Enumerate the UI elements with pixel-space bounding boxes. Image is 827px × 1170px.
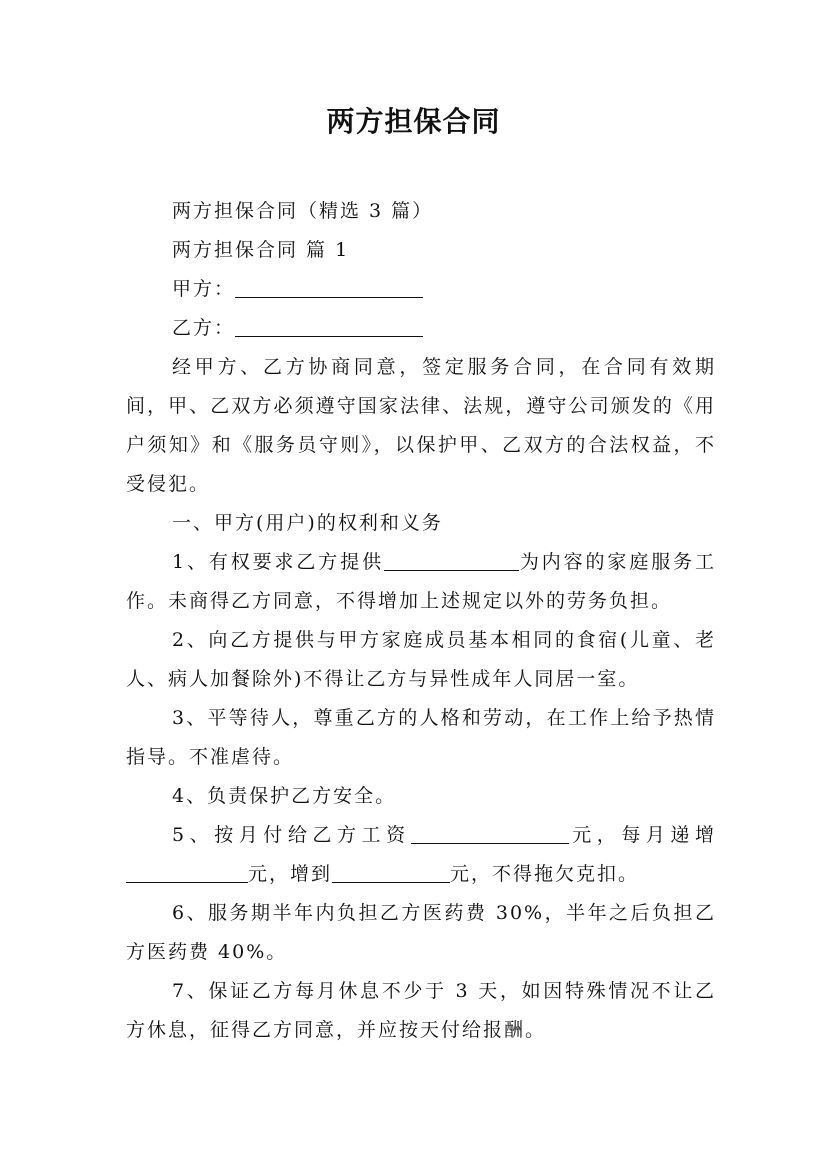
clause-6: 6、服务期半年内负担乙方医药费 30%，半年之后负担乙方医药费 40%。 — [126, 902, 716, 963]
document-title: 两方担保合同 — [326, 105, 501, 138]
clause-5 — [126, 816, 716, 894]
party-b-label: 乙方： — [172, 317, 236, 339]
intro-paragraph: 经甲方、乙方协商同意，签定服务合同，在合同有效期间，甲、乙双方必须遵守国家法律、法规，遵守公司颁发的《用户须知》和《服务员守则》，以保护甲、乙双方的合法权益，不受侵犯。 — [126, 356, 716, 495]
clause-1-text-b: 为内容的家庭服务工作。未商得乙方同意，不得增加上述规定以外的劳务负担。 — [126, 551, 716, 612]
subtitle: 两方担保合同（精选 3 篇） — [172, 200, 434, 222]
clause-5-text-a: 5、按月付给乙方工资 — [172, 824, 411, 846]
clause-4: 4、负责保护乙方安全。 — [172, 785, 397, 807]
clause-5-text-d: 元，不得拖欠克扣。 — [450, 863, 640, 885]
clause-1 — [126, 543, 716, 621]
clause-2: 2、向乙方提供与甲方家庭成员基本相同的食宿(儿童、老人、病人加餐除外)不得让乙方与异性成年人同居一室。 — [126, 629, 716, 690]
document-body — [126, 192, 716, 1050]
clause-7: 7、保证乙方每月休息不少于 3 天，如因特殊情况不让乙方休息，征得乙方同意，并应按天付给报酬。 — [126, 980, 716, 1041]
party-a-line — [126, 270, 716, 309]
clause-1-text-a: 1、有权要求乙方提供 — [172, 551, 384, 573]
party-b-blank — [235, 316, 423, 337]
heading-party-a-rights: 一、甲方(用户)的权利和义务 — [172, 512, 443, 534]
party-b-line — [126, 309, 716, 348]
clause-3: 3、平等待人，尊重乙方的人格和劳动，在工作上给予热情指导。不准虐待。 — [126, 707, 716, 768]
party-a-blank — [235, 277, 423, 298]
clause-5-text-c: 元，增到 — [248, 863, 333, 885]
party-a-label: 甲方： — [172, 278, 236, 300]
clause-1-blank — [384, 550, 519, 571]
clause-5-increment-blank — [126, 862, 248, 883]
clause-5-text-b: 元，每月递增 — [568, 824, 716, 846]
clause-5-salary-blank — [411, 823, 569, 844]
clause-5-max-blank — [332, 862, 450, 883]
section-heading: 两方担保合同 篇 1 — [172, 239, 350, 261]
